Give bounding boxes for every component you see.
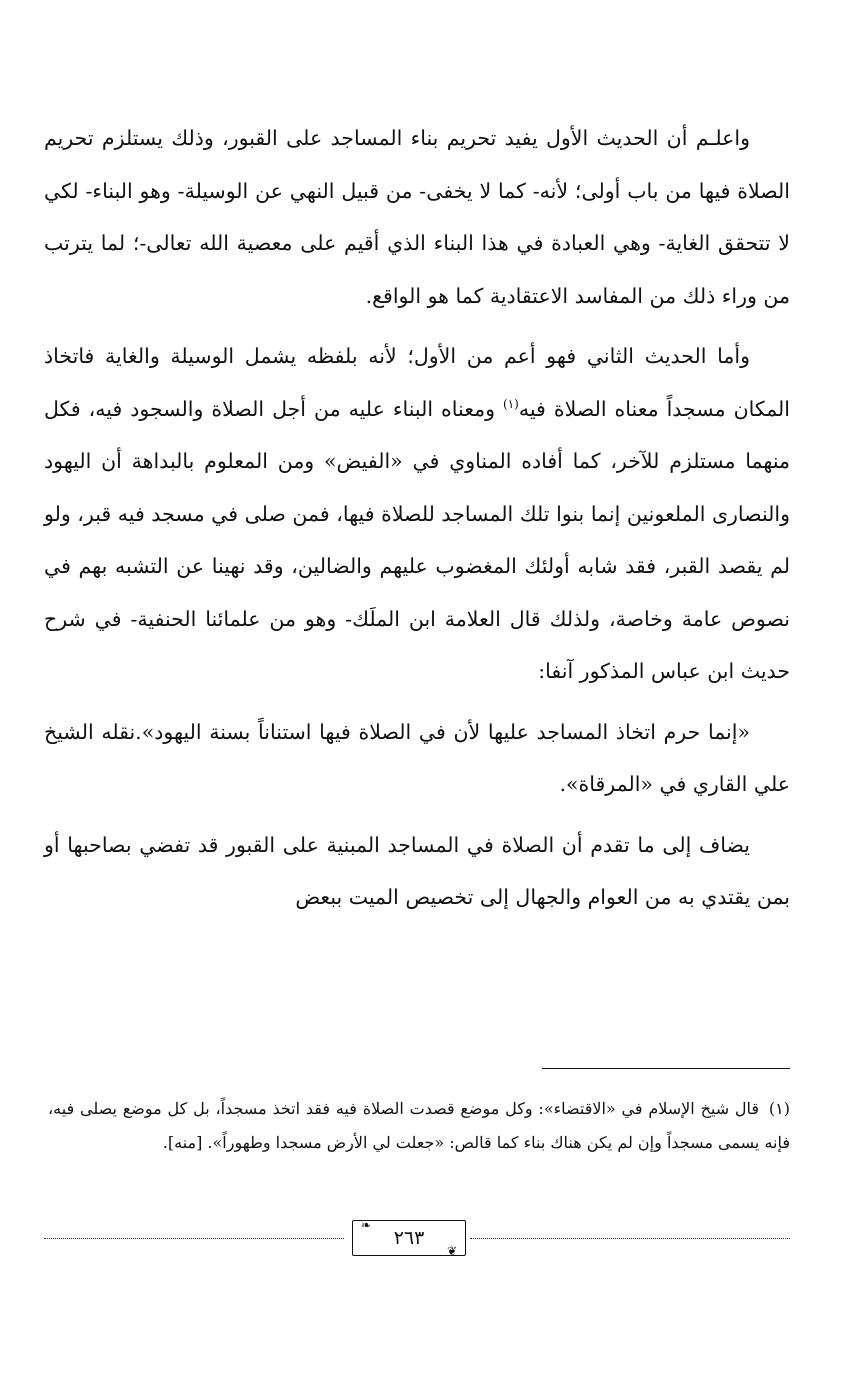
footer-dotted-line-right	[470, 1238, 790, 1239]
page-number-frame	[352, 1220, 466, 1256]
paragraph-1: واعلـم أن الحديث الأول يفيد تحريم بناء المساجد على القبور، وذلك يستلزم تحريم الصلاة فيها من باب أولى؛ لأنه- كما لا يخفى- من قبيل النهي عن الوسيلة- وهو البناء- لكي لا تتحقق الغاية- وهي العبادة في هذا البناء الذي أقيم على معصية الله تعالى-؛ لما يترتب من وراء ذلك من المفاسد الاعتقادية كما هو الواقع.	[44, 126, 790, 308]
page-number: ٢٦٣	[393, 1227, 425, 1249]
ornament-icon: ❦	[446, 1244, 457, 1258]
footnote-text: قال شيخ الإسلام في «الاقتضاء»: وكل موضع قصدت الصلاة فيه فقد اتخذ مسجداً، بل كل موضع يصلى فيه، فإنه يسمى مسجداً وإن لم يكن هناك بناء كما قالص: «جعلت لي الأرض مسجدا وطهوراً». [منه].	[48, 1099, 790, 1152]
paragraph-2-part-2: ومعناه البناء عليه من أجل الصلاة والسجود فيه، فكل منهما مستلزم للآخر، كما أفاده المناوي في «الفيض» ومن المعلوم بالبداهة أن اليهود والنصارى الملعونين إنما بنوا تلك المساجد للصلاة فيها، فمن صلى في مسجد فيه قبر، ولو لم يقصد القبر، فقد شابه أولئك المغضوب عليهم والضالين، وقد نهينا عن التشبه بهم في نصوص عامة وخاصة، ولذلك قال العلامة ابن الملَك- وهو من علمائنا الحنفية- في شرح حديث ابن عباس المذكور آنفا:	[44, 396, 790, 683]
footnote-number: (١)	[768, 1099, 790, 1118]
footnote	[48, 1092, 790, 1160]
footnote-separator	[542, 1068, 790, 1069]
paragraph-2	[44, 330, 790, 698]
paragraph-2-part-1: وأما الحديث الثاني فهو أعم من الأول؛ لأنه بلفظه يشمل الوسيلة والغاية فاتخاذ المكان مسجداً معناه الصلاة فيه	[44, 344, 790, 421]
footnote-reference[interactable]: (١)	[503, 396, 519, 411]
main-text	[44, 112, 790, 924]
ornament-icon: ❧	[361, 1218, 372, 1232]
page-footer	[44, 1218, 790, 1258]
footer-dotted-line-left	[44, 1238, 344, 1239]
paragraph-4: يضاف إلى ما تقدم أن الصلاة في المساجد المبنية على القبور قد تفضي بصاحبها أو بمن يقتدي به من العوام والجهال إلى تخصيص الميت ببعض	[44, 832, 790, 909]
paragraph-3-quote: «إنما حرم اتخاذ المساجد عليها لأن في الصلاة فيها استناناً بسنة اليهود».نقله الشيخ علي القاري في «المرقاة».	[44, 719, 790, 796]
